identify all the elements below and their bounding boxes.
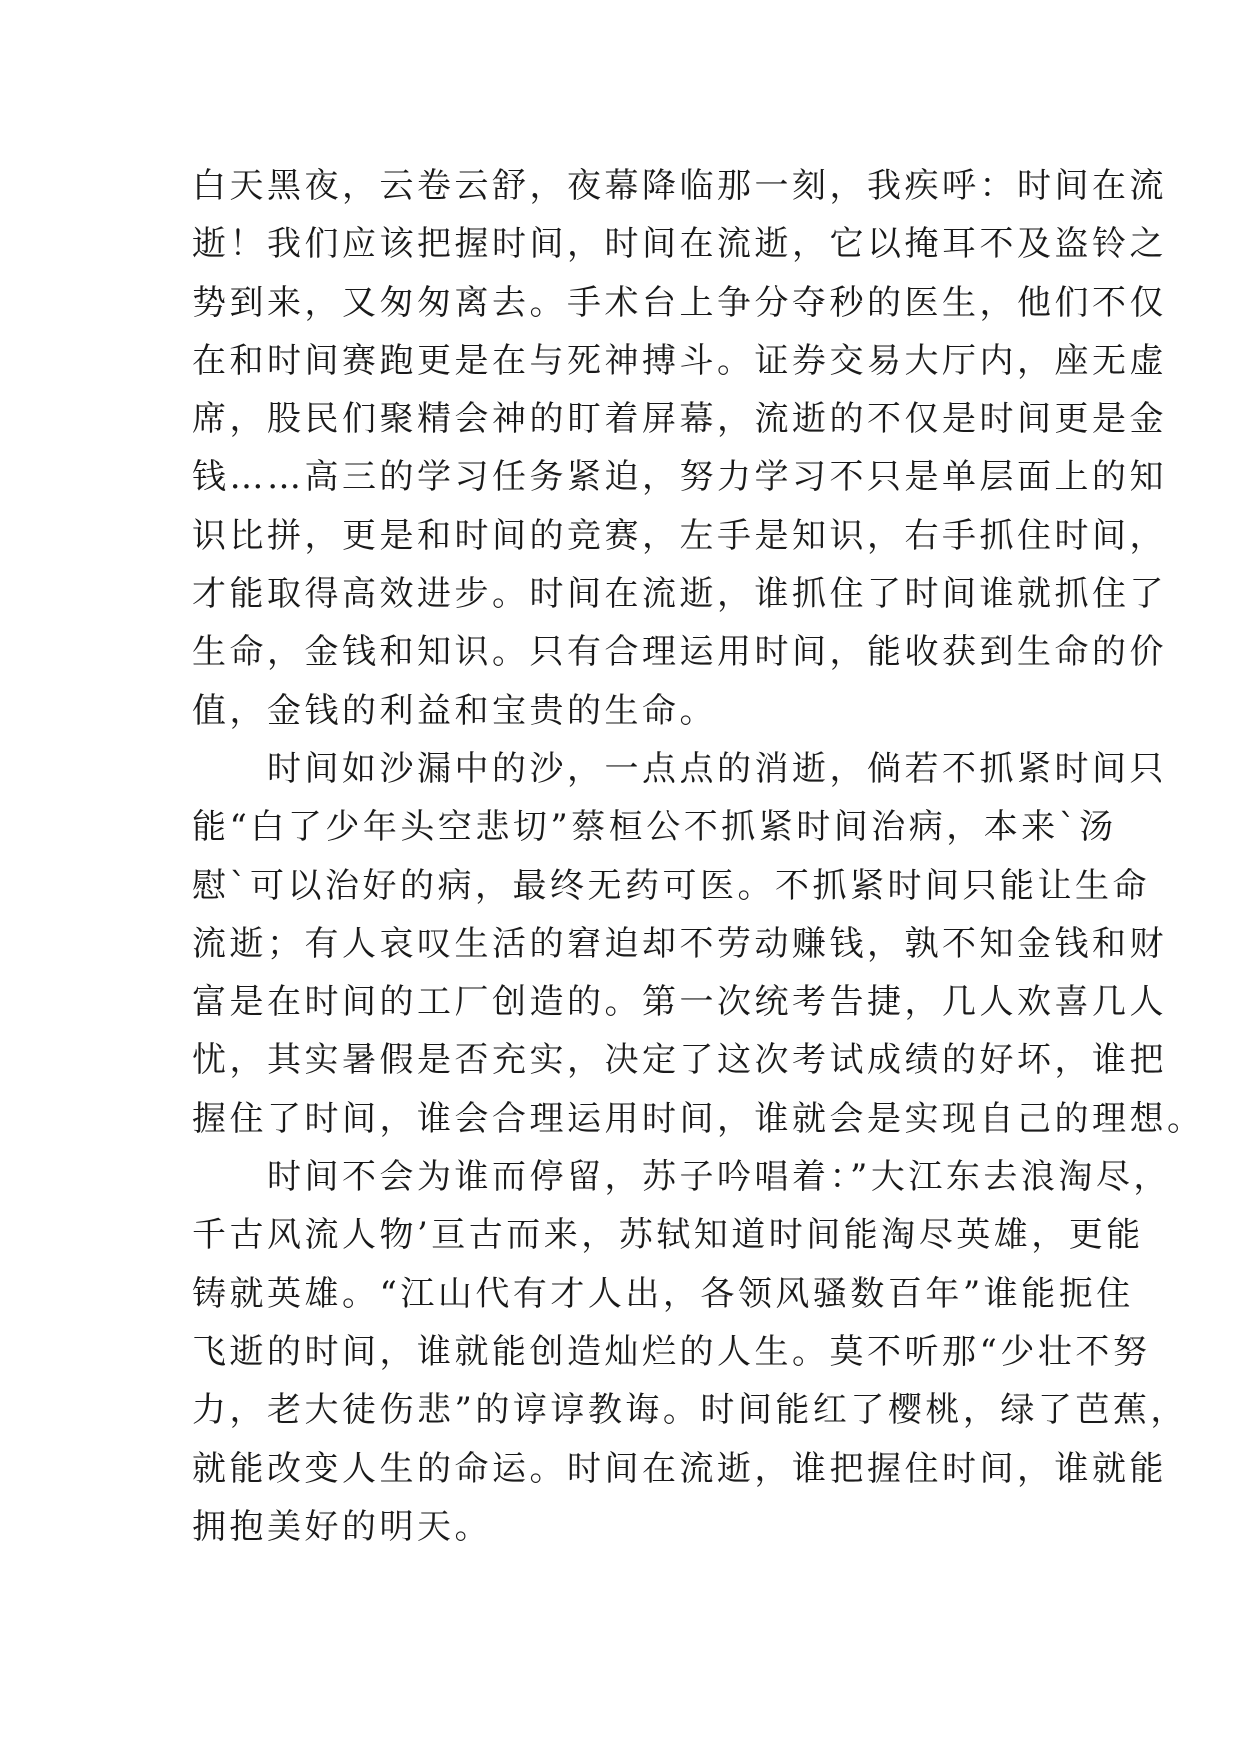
text-line: 时间不会为谁而停留，苏子吟唱着：”大江东去浪淘尽， (192, 1157, 1171, 1198)
text-line: 握住了时间，谁会合理运用时间，谁就会是实现自己的理想。 (192, 1098, 1205, 1139)
text-line: 能“白了少年头空悲切”蔡桓公不抓紧时间治病，本来`汤 (192, 807, 1117, 848)
text-line: 逝！我们应该把握时间，时间在流逝，它以掩耳不及盗铃之 (192, 224, 1167, 265)
text-line: 才能取得高效进步。时间在流逝，谁抓住了时间谁就抓住了 (192, 574, 1167, 615)
text-line: 铸就英雄。“江山代有才人出，各领风骚数百年”谁能扼住 (192, 1273, 1134, 1314)
text-line: 席，股民们聚精会神的盯着屏幕，流逝的不仅是时间更是金 (192, 399, 1167, 440)
text-line: 就能改变人生的命运。时间在流逝，谁把握住时间，谁就能 (192, 1448, 1167, 1489)
text-line: 生命，金钱和知识。只有合理运用时间，能收获到生命的价 (192, 632, 1167, 673)
text-line: 拥抱美好的明天。 (192, 1506, 492, 1547)
text-line: 千古风流人物’亘古而来，苏轼知道时间能淘尽英雄，更能 (192, 1215, 1144, 1256)
text-line: 慰`可以治好的病，最终无药可医。不抓紧时间只能让生命 (192, 865, 1150, 906)
text-line: 时间如沙漏中的沙，一点点的消逝，倘若不抓紧时间只 (192, 748, 1167, 789)
text-line: 白天黑夜，云卷云舒，夜幕降临那一刻，我疾呼：时间在流 (192, 166, 1167, 206)
text-line: 富是在时间的工厂创造的。第一次统考告捷，几人欢喜几人 (192, 982, 1167, 1023)
essay-body (192, 157, 1205, 1556)
text-line: 飞逝的时间，谁就能创造灿烂的人生。莫不听那“少壮不努 (192, 1331, 1151, 1372)
text-line: 值，金钱的利益和宝贵的生命。 (192, 690, 717, 731)
text-line: 钱……高三的学习任务紧迫，努力学习不只是单层面上的知 (192, 457, 1167, 498)
text-line: 流逝；有人哀叹生活的窘迫却不劳动赚钱，孰不知金钱和财 (192, 923, 1167, 964)
text-line: 势到来，又匆匆离去。手术台上争分夺秒的医生，他们不仅 (192, 282, 1167, 323)
text-line: 力，老大徒伤悲”的谆谆教诲。时间能红了樱桃，绿了芭蕉， (192, 1390, 1188, 1431)
text-line: 忧，其实暑假是否充实，决定了这次考试成绩的好坏，谁把 (192, 1040, 1167, 1081)
text-line: 识比拼，更是和时间的竞赛，左手是知识，右手抓住时间， (192, 515, 1167, 556)
text-line: 在和时间赛跑更是在与死神搏斗。证券交易大厅内，座无虚 (192, 340, 1167, 381)
